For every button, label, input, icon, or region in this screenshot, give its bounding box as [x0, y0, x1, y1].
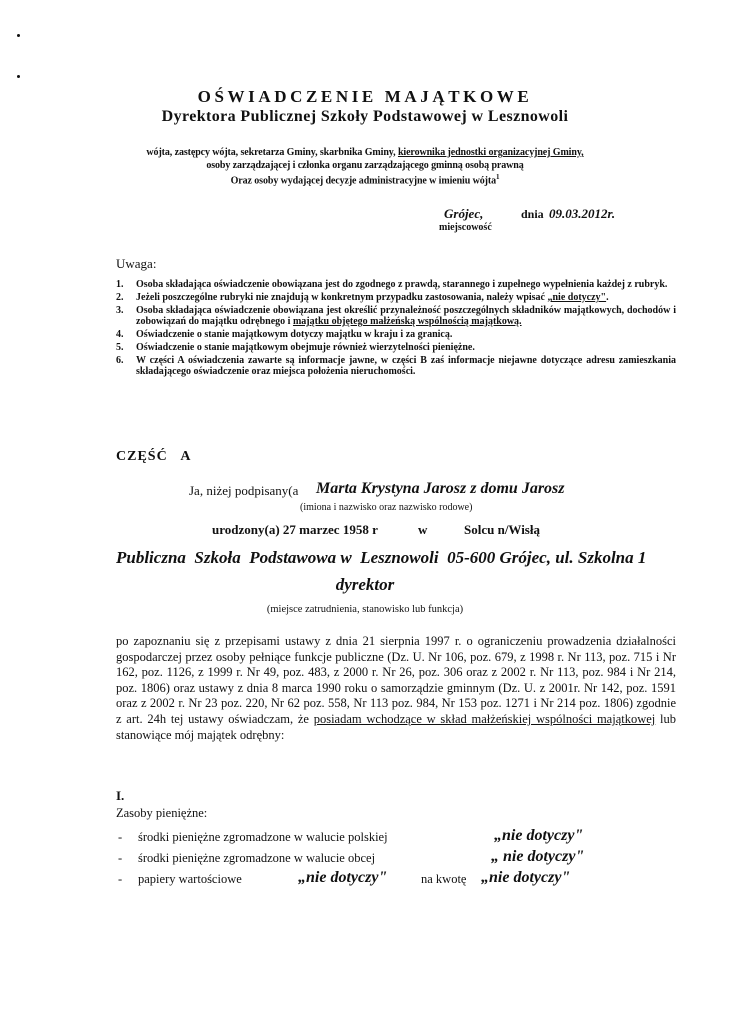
employer: Publiczna Szkoła Podstawowa w Lesznowoli 05-600 Grójec, ul. Szkolna 1 — [116, 548, 647, 567]
role-line-3-text: Oraz osoby wydającej decyzje administracyjne w imieniu wójta — [230, 175, 496, 187]
document-title: OŚWIADCZENIE MAJĄTKOWE — [197, 87, 533, 106]
asset-value: „nie dotyczy" — [298, 869, 388, 886]
note-text-end: . — [606, 292, 609, 303]
name-caption: (imiona i nazwisko oraz nazwisko rodowe) — [300, 502, 473, 513]
note-number: 4. — [116, 329, 124, 340]
date-value: 09.03.2012r. — [549, 206, 616, 221]
note-item — [116, 305, 676, 327]
note-text: Osoba składająca oświadczenie obowiązana jest do zgodnego z prawdą, starannego i zupełnego wypełnienia każdej z rubryk. — [136, 279, 668, 290]
position: dyrektor — [335, 575, 395, 594]
note-number: 1. — [116, 279, 124, 290]
birth-date: urodzony(a) 27 marzec 1958 r — [212, 522, 378, 537]
part-a-heading: CZĘŚĆ A — [116, 449, 192, 464]
section-1-title: Zasoby pieniężne: — [116, 806, 208, 820]
declarant-intro: Ja, niżej podpisany(a — [189, 483, 299, 498]
birth-in: w — [418, 522, 428, 537]
note-number: 2. — [116, 292, 124, 303]
asset-dash: - — [118, 830, 123, 844]
role-line-1-underlined: kierownika jednostki organizacyjnej Gminy, — [397, 147, 584, 158]
note-item — [116, 355, 676, 377]
note-number: 5. — [116, 342, 124, 353]
document-subtitle: Dyrektora Publicznej Szkoły Podstawowej w Lesznowoli — [161, 108, 569, 125]
note-text: Oświadczenie o stanie majątkowym obejmuje również wierzytelności pieniężne. — [136, 342, 475, 353]
note-text: Jeżeli poszczególne rubryki nie znajdują w konkretnym przypadku zastosowania, należy wpisać — [136, 292, 548, 303]
asset-label: papiery wartościowe — [138, 872, 242, 886]
note-item — [116, 292, 676, 303]
scan-speck-2 — [17, 75, 20, 78]
asset-amount-value: „nie dotyczy" — [481, 869, 571, 886]
employer-caption: (miejsce zatrudnienia, stanowisko lub funkcja) — [266, 604, 464, 615]
note-text: Osoba składająca oświadczenie obowiązana jest określić przynależność poszczególnych składników majątkowych, dochodów i zobowiązań do majątku odrębnego i — [136, 305, 676, 327]
statement-end: lub stanowiące mój majątek odrębny: — [116, 711, 676, 742]
note-text: W części A oświadczenia zawarte są informacje jawne, w części B zaś informacje niejawne dotyczące adresu zamieszkania składającego oświadczenie oraz miejsca położenia nieruchomości. — [136, 355, 676, 377]
note-item — [116, 329, 676, 340]
section-1-number: I. — [116, 788, 125, 803]
statement-text: po zapoznaniu się z przepisami ustawy z dnia 21 sierpnia 1997 r. o ograniczeniu prowadzenia działalności gospodarczej przez osoby pełniące funkcje publiczne (Dz. U. Nr 106, poz. 679, z 1998 r. Nr 113, poz. 715 i Nr 162, poz. 1126, z 1999 r. Nr 49, poz. 483, z 2000 r. Nr 26, poz. 306 oraz z 2002 r. Nr 113, poz. 984 i Nr 214, poz. 1806) oraz ustawy z dnia 8 marca 1990 roku o samorządzie gminnym (Dz. U. z 2001r. Nr 142, poz. 1591 oraz z 2002 r. Nr 23 poz. 220, Nr 62 poz. 558, Nr 113 poz. 984, Nr 153 poz. 1271 i Nr 214 poz. 1806) zgodnie z art. 24h tej ustawy oświadczam, że — [116, 634, 676, 726]
asset-amount-label: na kwotę — [421, 872, 467, 886]
role-line-1-text: wójta, zastępcy wójta, sekretarza Gminy, skarbnika Gminy, — [146, 147, 398, 158]
note-text: Oświadczenie o stanie majątkowym dotyczy majątku w kraju i za granicą. — [136, 329, 453, 340]
scan-speck-1 — [17, 34, 20, 37]
footnote-mark: 1 — [495, 173, 500, 181]
notes-list — [116, 279, 676, 379]
note-text-underlined: majątku objętego małżeńską wspólnością majątkową. — [292, 316, 522, 327]
place-caption: miejscowość — [439, 222, 492, 233]
date-label: dnia — [521, 207, 544, 221]
asset-label: środki pieniężne zgromadzone w walucie obcej — [138, 851, 376, 865]
role-line-3 — [0, 173, 730, 186]
role-line-2: osoby zarządzającej i członka organu zarządzającego gminną osobą prawną — [206, 160, 524, 171]
birth-place: Solcu n/Wisłą — [464, 522, 540, 537]
note-item — [116, 342, 676, 353]
role-line-1 — [0, 147, 730, 158]
asset-value: „nie dotyczy" — [494, 827, 584, 844]
place-city: Grójec, — [444, 206, 484, 221]
note-text-underlined: „nie dotyczy" — [547, 292, 607, 303]
notes-heading: Uwaga: — [116, 256, 157, 271]
declarant-name: Marta Krystyna Jarosz z domu Jarosz — [316, 480, 565, 497]
note-item — [116, 279, 676, 290]
asset-value: „ nie dotyczy" — [491, 848, 585, 865]
statement-paragraph — [116, 634, 676, 743]
note-number: 3. — [116, 305, 124, 316]
asset-label: środki pieniężne zgromadzone w walucie polskiej — [138, 830, 388, 844]
asset-dash: - — [118, 851, 123, 865]
asset-dash: - — [118, 872, 123, 886]
statement-underlined: posiadam wchodzące w skład małżeńskiej wspólności majątkowej — [313, 711, 656, 726]
note-number: 6. — [116, 355, 124, 366]
